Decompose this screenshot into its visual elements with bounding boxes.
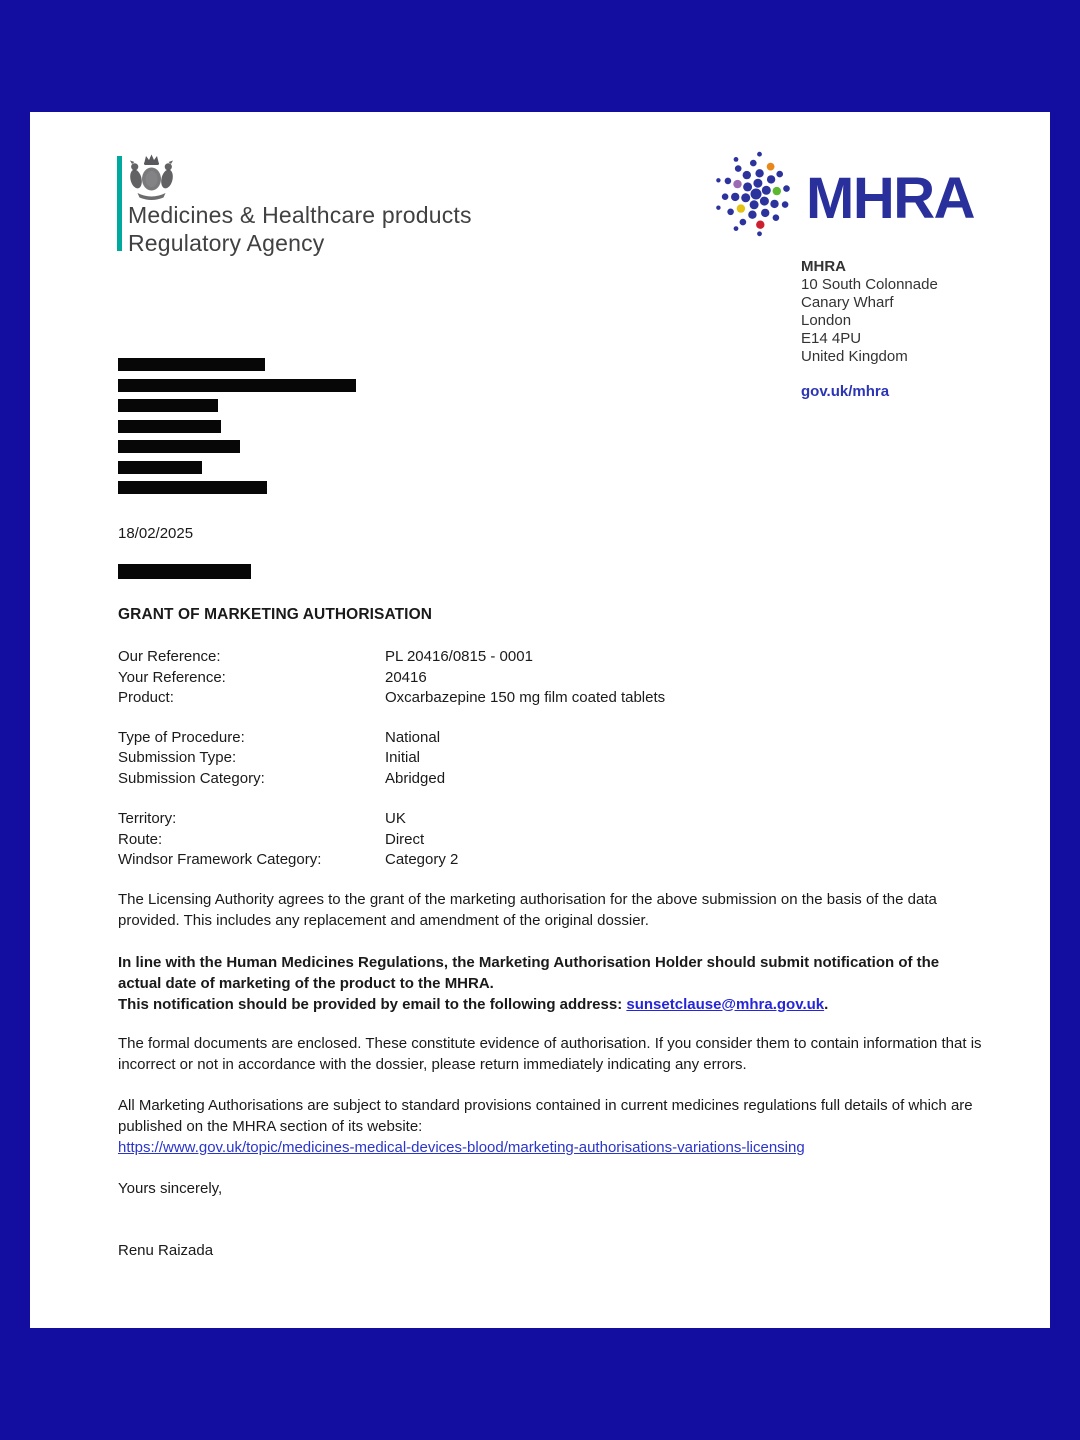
redacted-text-bar	[118, 420, 221, 433]
reference-row	[118, 748, 982, 769]
paragraph-standard-provisions-text: All Marketing Authorisations are subject to standard provisions contained in current medicines regulations full details of which are published on the MHRA section of its website:	[118, 1096, 973, 1135]
letter-date: 18/02/2025	[118, 525, 194, 542]
reference-value: 20416	[385, 668, 427, 686]
reference-row	[118, 668, 982, 689]
sunsetclause-email-link[interactable]: sunsetclause@mhra.gov.uk	[626, 995, 825, 1013]
reference-row	[118, 769, 982, 790]
contact-address-line: United Kingdom	[801, 348, 908, 365]
reference-value: UK	[385, 810, 406, 827]
reference-value: Oxcarbazepine 150 mg film coated tablets	[385, 689, 666, 706]
letter-subject: GRANT OF MARKETING AUTHORISATION	[118, 606, 433, 623]
paragraph-formal-documents: The formal documents are enclosed. These constitute evidence of authorisation. If you consider them to contain information that is incorrect or not in accordance with the dossier, please return immediately indicating any errors.	[118, 1034, 982, 1073]
reference-value: Direct	[385, 830, 425, 848]
agency-name-line2: Regulatory Agency	[128, 230, 325, 256]
reference-label: Route:	[118, 830, 163, 848]
salutation-redacted	[118, 564, 251, 579]
reference-label: Product:	[118, 689, 174, 706]
signatory-name: Renu Raizada	[118, 1241, 214, 1259]
redacted-text-bar	[118, 440, 240, 453]
paragraph-licensing-authority: The Licensing Authority agrees to the grant of the marketing authorisation for the above submission on the basis of the data provided. This includes any replacement and amendment of the original dossier.	[118, 890, 937, 929]
reference-value: Abridged	[385, 769, 446, 787]
redacted-text-bar	[118, 481, 267, 494]
reference-group-2	[118, 728, 982, 790]
reference-label: Windsor Framework Category:	[118, 851, 322, 868]
redacted-text-bar	[118, 358, 265, 371]
reference-label: Our Reference:	[118, 648, 221, 665]
paragraph-notification	[118, 952, 982, 1015]
reference-row	[118, 647, 982, 668]
letter-page	[30, 112, 1050, 1328]
reference-label: Your Reference:	[118, 668, 226, 686]
contact-address-line: E14 4PU	[801, 330, 862, 347]
mhra-dots-icon	[710, 146, 802, 251]
contact-address-line: London	[801, 312, 852, 329]
contact-address-line: 10 South Colonnade	[801, 276, 938, 293]
valediction: Yours sincerely,	[118, 1179, 223, 1197]
reference-row	[118, 850, 982, 871]
mhra-contact-address	[801, 258, 938, 401]
paragraph-notification-bold: In line with the Human Medicines Regulations, the Marketing Authorisation Holder should submit notification of the actual date of marketing of the product to the MHRA.	[118, 953, 940, 992]
email-line-suffix: .	[824, 995, 829, 1013]
redacted-text-bar	[118, 399, 218, 412]
reference-value: National	[385, 728, 441, 746]
reference-group-3	[118, 809, 982, 871]
paragraph-notification-email-line	[118, 994, 982, 1015]
agency-name-line1: Medicines & Healthcare products	[128, 202, 472, 228]
reference-label: Type of Procedure:	[118, 728, 245, 746]
reference-label: Submission Category:	[118, 769, 265, 787]
letter-body	[118, 523, 982, 1261]
reference-value: Initial	[385, 749, 421, 766]
reference-row	[118, 688, 982, 709]
mhra-agency-logo	[117, 154, 547, 264]
reference-row	[118, 728, 982, 749]
agency-name	[128, 201, 548, 257]
reference-row	[118, 830, 982, 851]
contact-address-line: Canary Wharf	[801, 294, 894, 311]
reference-label: Submission Type:	[118, 749, 237, 766]
contact-name: MHRA	[801, 258, 846, 275]
paragraph-standard-provisions	[118, 1095, 982, 1158]
reference-value: PL 20416/0815 - 0001	[385, 648, 533, 665]
recipient-address-redacted	[118, 358, 356, 502]
email-line-prefix: This notification should be provided by email to the following address:	[118, 995, 627, 1013]
redacted-text-bar	[118, 461, 202, 474]
marketing-authorisations-url-link[interactable]: https://www.gov.uk/topic/medicines-medical-devices-blood/marketing-authorisations-variations-licensing	[118, 1138, 805, 1156]
mhra-wordmark: MHRA	[806, 165, 974, 231]
reference-row	[118, 809, 982, 830]
mhra-logo	[710, 146, 974, 251]
teal-accent-bar	[117, 156, 122, 251]
govuk-mhra-link[interactable]: gov.uk/mhra	[801, 383, 890, 400]
reference-value: Category 2	[385, 851, 459, 868]
redacted-text-bar	[118, 379, 356, 392]
reference-label: Territory:	[118, 810, 177, 827]
reference-group-1	[118, 647, 982, 709]
